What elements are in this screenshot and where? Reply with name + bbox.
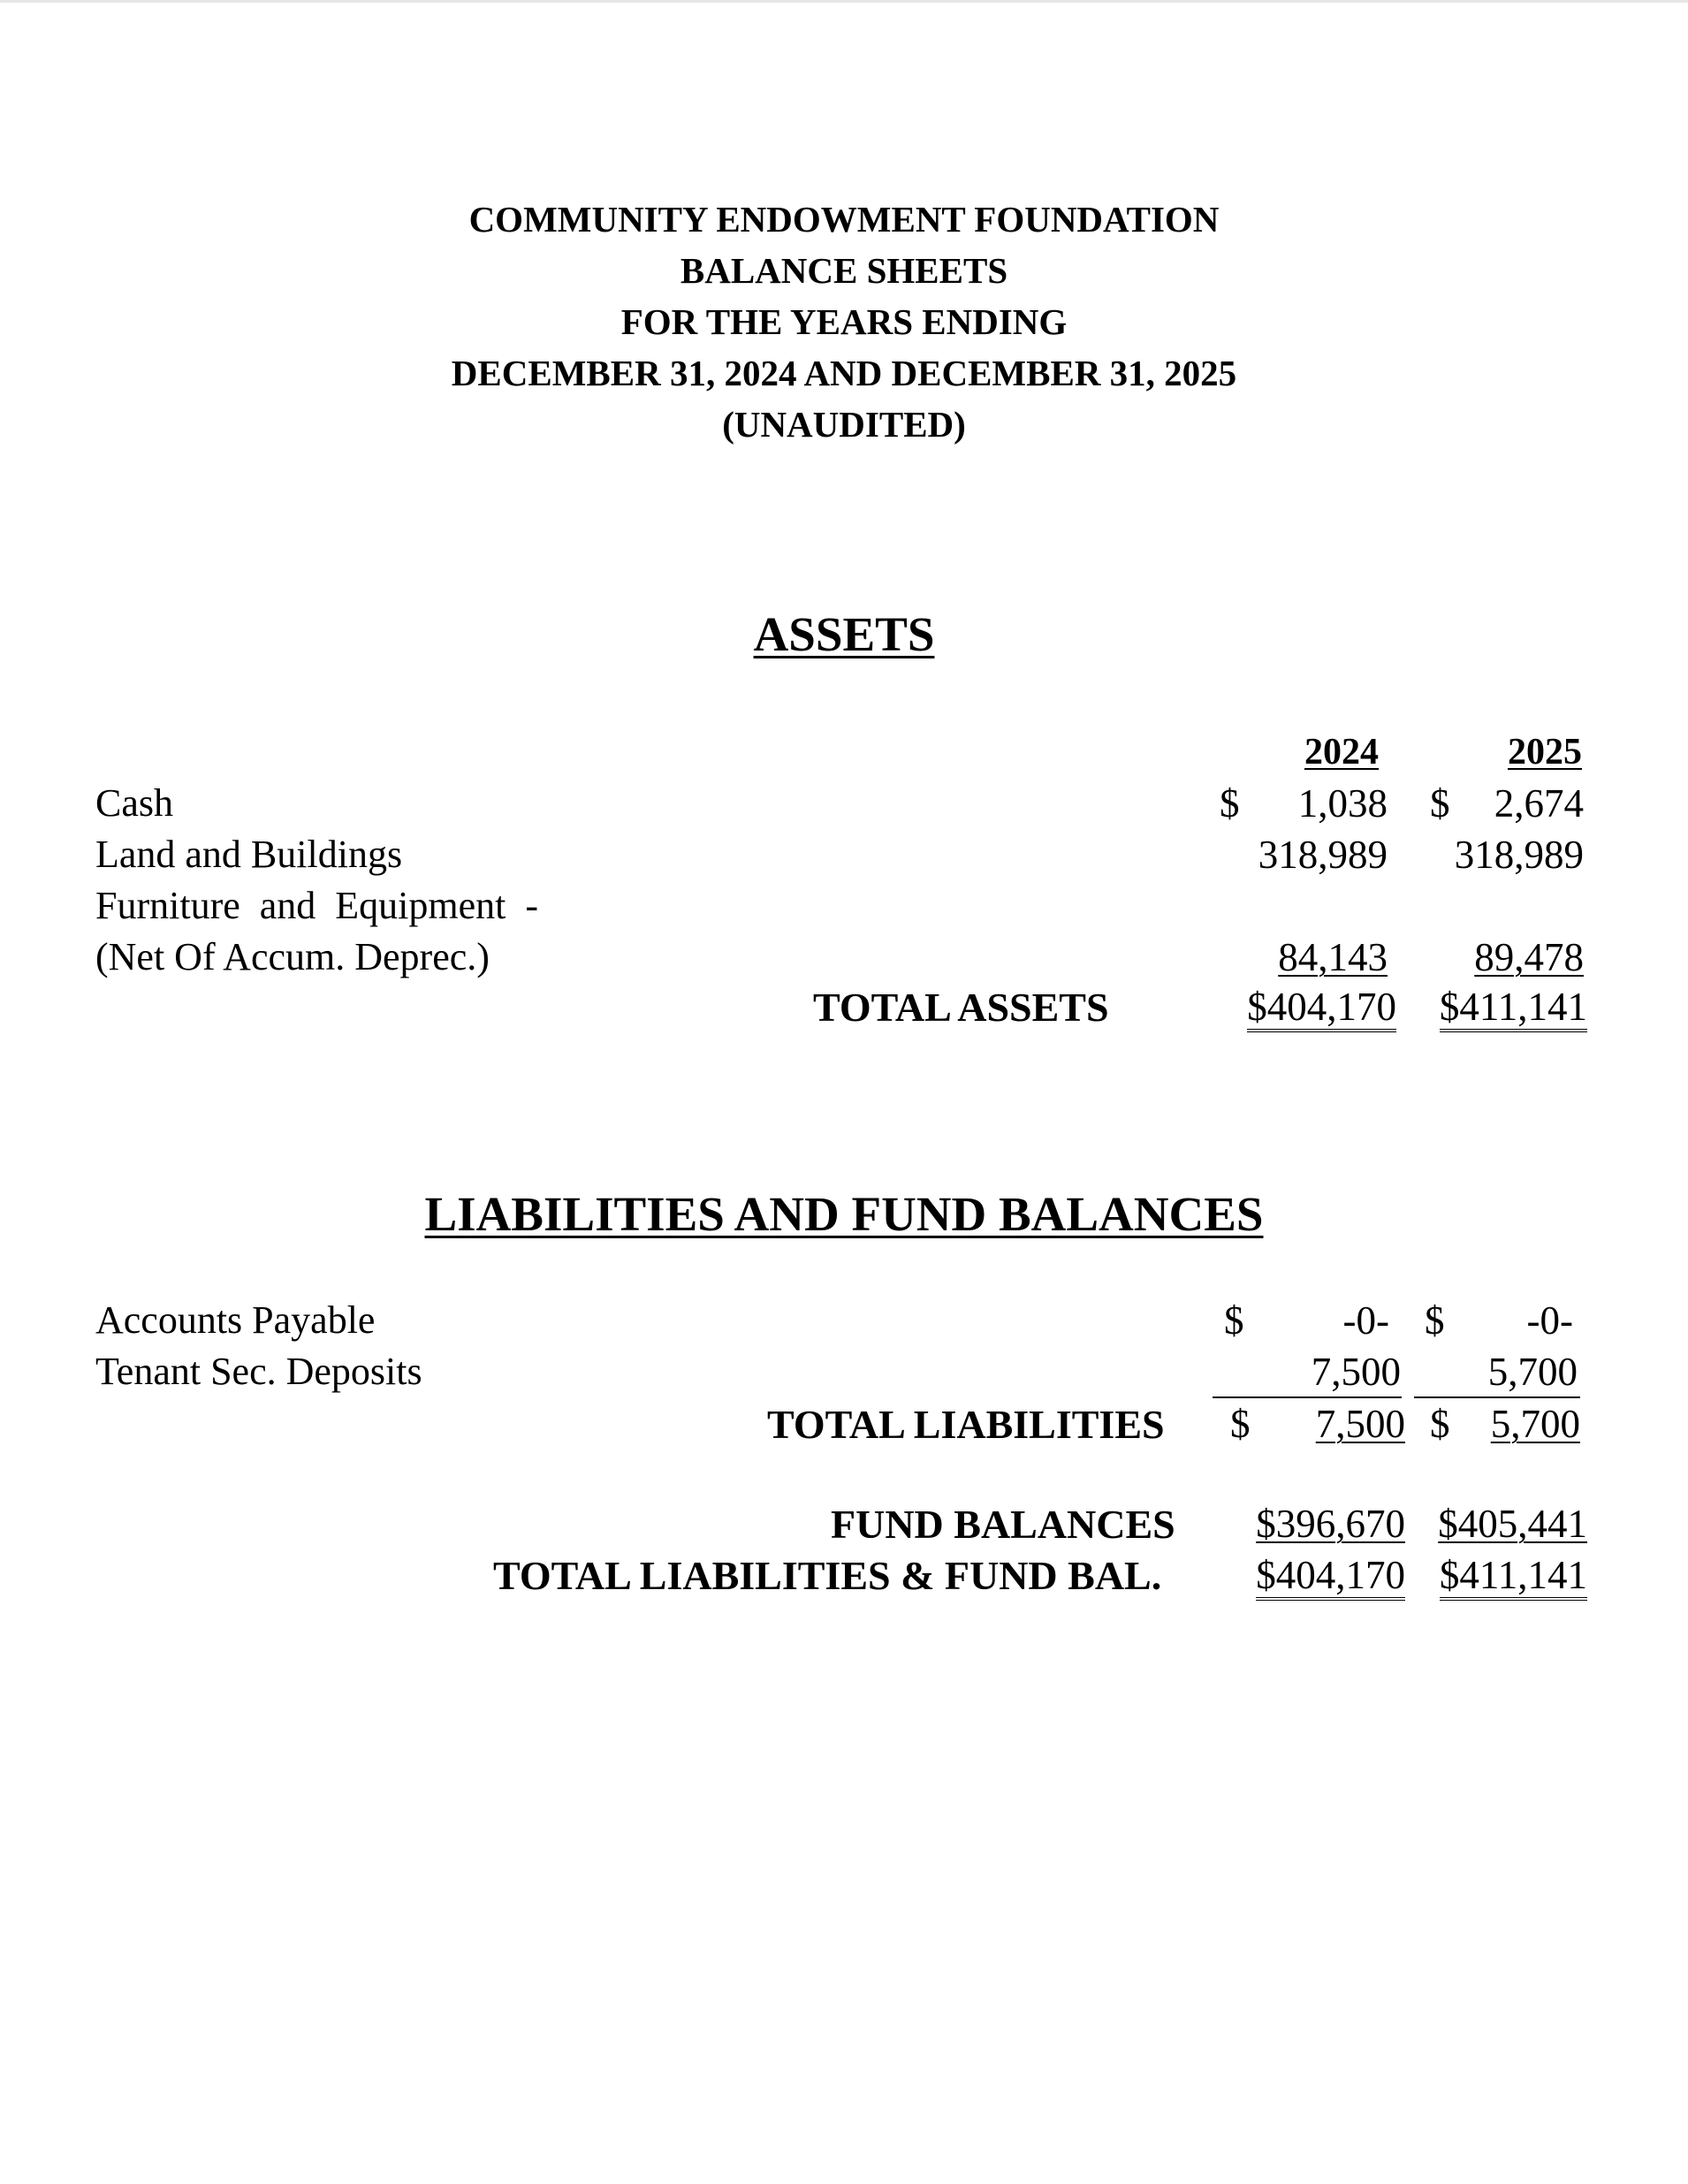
total-assets-2024-text: $404,170 [1247,987,1396,1032]
total-liabilities-fund-bal-2025-value [1414,1553,1587,1601]
dates-line: DECEMBER 31, 2024 AND DECEMBER 31, 2025 [451,353,1237,393]
furniture-label-net: (Net Of Accum. Deprec.) [95,935,490,978]
accounts-payable-2025-dollar: $ [1425,1298,1445,1343]
cash-2024-value: 1,038 [1297,781,1388,826]
total-liabilities-2025-dollar: $ [1430,1402,1450,1446]
accounts-payable-2025-value: -0- [1526,1298,1573,1343]
total-liabilities-fund-bal-2025-text: $411,141 [1440,1556,1587,1601]
furniture-label: Furniture and Equipment - [95,884,539,927]
accounts-payable-2024-value: -0- [1342,1298,1389,1343]
furniture-2025-value: 89,478 [1474,935,1584,979]
accounts-payable-label: Accounts Payable [95,1298,376,1342]
top-rule [0,0,1688,3]
liabilities-2025-subtotal-rule [1414,1396,1580,1398]
cash-2025-dollar: $ [1430,781,1450,826]
cash-2025-value: 2,674 [1494,781,1584,826]
land-buildings-2025-value: 318,989 [1454,833,1584,877]
fund-balances-label: FUND BALANCES [831,1502,1175,1547]
total-liabilities-2025-value: 5,700 [1490,1402,1580,1446]
period-line: FOR THE YEARS ENDING [620,301,1068,342]
total-liabilities-label: TOTAL LIABILITIES [767,1402,1165,1447]
total-liabilities-2024-dollar: $ [1230,1402,1251,1446]
total-assets-2024-value [1220,987,1396,1032]
doc-title: BALANCE SHEETS [680,250,1008,291]
fund-balances-2025-value: $405,441 [1438,1502,1587,1546]
tenant-deposits-2025-value: 5,700 [1487,1350,1578,1394]
year-2025-header: 2025 [1508,732,1582,772]
land-buildings-2024-value: 318,989 [1258,833,1388,877]
org-name: COMMUNITY ENDOWMENT FOUNDATION [468,199,1220,240]
total-assets-label: TOTAL ASSETS [813,985,1109,1030]
total-liabilities-2024-value: 7,500 [1315,1402,1405,1446]
liabilities-2024-subtotal-rule [1213,1396,1402,1398]
land-buildings-label: Land and Buildings [95,833,403,876]
fund-balances-2024-value: $396,670 [1256,1502,1405,1546]
total-liabilities-fund-bal-label: TOTAL LIABILITIES & FUND BAL. [493,1553,1162,1598]
cash-label: Cash [95,781,173,825]
total-assets-2025-text: $411,141 [1440,987,1587,1032]
accounts-payable-2024-dollar: $ [1224,1298,1244,1343]
total-liabilities-fund-bal-2024-text: $404,170 [1256,1556,1405,1601]
assets-heading: ASSETS [753,607,935,661]
tenant-deposits-label: Tenant Sec. Deposits [95,1350,422,1393]
total-liabilities-fund-bal-2024-value [1228,1553,1405,1601]
furniture-2024-value: 84,143 [1278,935,1388,979]
liabilities-heading: LIABILITIES AND FUND BALANCES [424,1187,1264,1241]
status-line: (UNAUDITED) [722,404,966,445]
total-assets-2025-value [1414,987,1587,1032]
year-2024-header: 2024 [1304,732,1379,772]
tenant-deposits-2024-value: 7,500 [1311,1350,1401,1394]
cash-2024-dollar: $ [1220,781,1240,826]
